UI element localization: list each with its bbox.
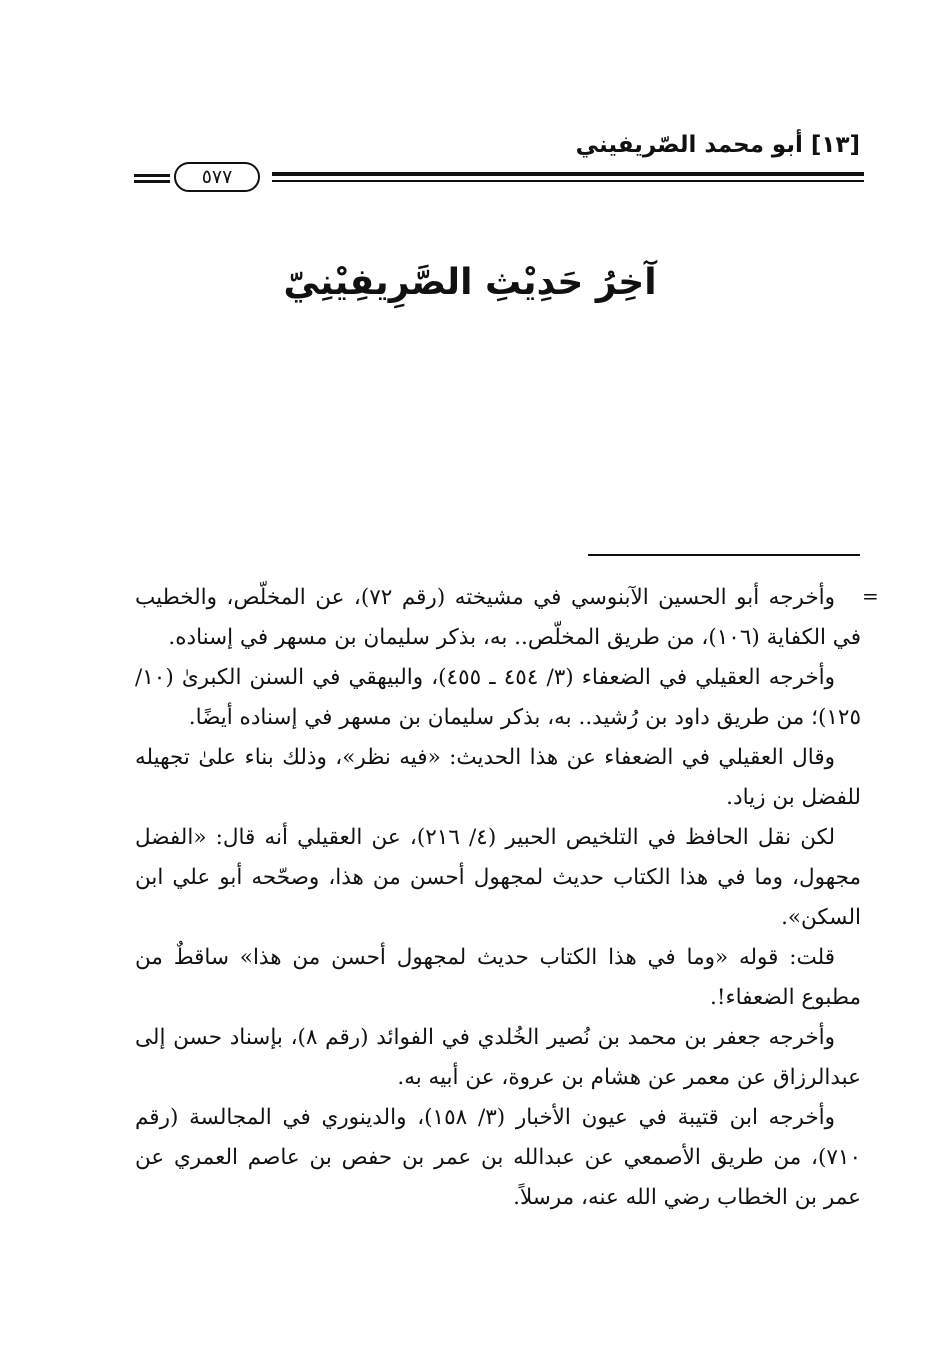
header-rule-thick <box>272 172 864 176</box>
footnote-paragraph: وأخرجه العقيلي في الضعفاء (٣/ ٤٥٤ ـ ٤٥٥)، والبيهقي في السنن الكبرىٰ (١٠/ ١٢٥)؛ من طريق داود بن رُشيد.. به، بذكر سليمان بن مسهر في إسناده أيضًا. <box>135 665 861 730</box>
footnote-continuation-mark: = <box>862 584 879 608</box>
header-rule-left-bottom <box>134 180 170 183</box>
footnote-paragraph: قلت: قوله «وما في هذا الكتاب حديث لمجهول أحسن من هذا» ساقطٌ من مطبوع الضعفاء!. <box>135 945 861 1010</box>
running-title: [١٣] أبو محمد الصّريفيني <box>575 132 860 158</box>
footnote-paragraph: وأخرجه أبو الحسين الآبنوسي في مشيخته (رقم ٧٢)، عن المخلّص، والخطيب في الكفاية (١٠٦)، من طريق المخلّص.. به، بذكر سليمان بن مسهر في إسناده. <box>135 585 861 650</box>
footnote-paragraph: وأخرجه جعفر بن محمد بن نُصير الخُلدي في الفوائد (رقم ٨)، بإسناد حسن إلى عبدالرزاق عن معمر عن هشام بن عروة، عن أبيه به. <box>135 1025 861 1090</box>
header-rule-left-top <box>134 174 170 177</box>
footnote-separator <box>588 554 860 556</box>
footnote-paragraph: لكن نقل الحافظ في التلخيص الحبير (٤/ ٢١٦)، عن العقيلي أنه قال: «الفضل مجهول، وما في هذا الكتاب حديث لمجهول أحسن من هذا، وصحّحه أبو علي ابن السكن». <box>135 825 861 930</box>
page-number: ٥٧٧ <box>174 162 260 192</box>
header-rule-thin <box>272 180 864 182</box>
footnote-paragraph: وأخرجه ابن قتيبة في عيون الأخبار (٣/ ١٥٨)، والدينوري في المجالسة (رقم ٧١٠)، من طريق الأصمعي عن عبدالله بن عمر بن حفص بن عاصم العمري عن عمر بن الخطاب رضي الله عنه، مرسلاً. <box>135 1105 861 1210</box>
footnotes <box>135 578 861 1218</box>
footnote-paragraph: وقال العقيلي في الضعفاء عن هذا الحديث: «فيه نظر»، وذلك بناء علىٰ تجهيله للفضل بن زياد. <box>135 745 861 810</box>
chapter-title: آخِرُ حَدِيْثِ الصَّرِيفِيْنِيّ <box>283 262 657 303</box>
